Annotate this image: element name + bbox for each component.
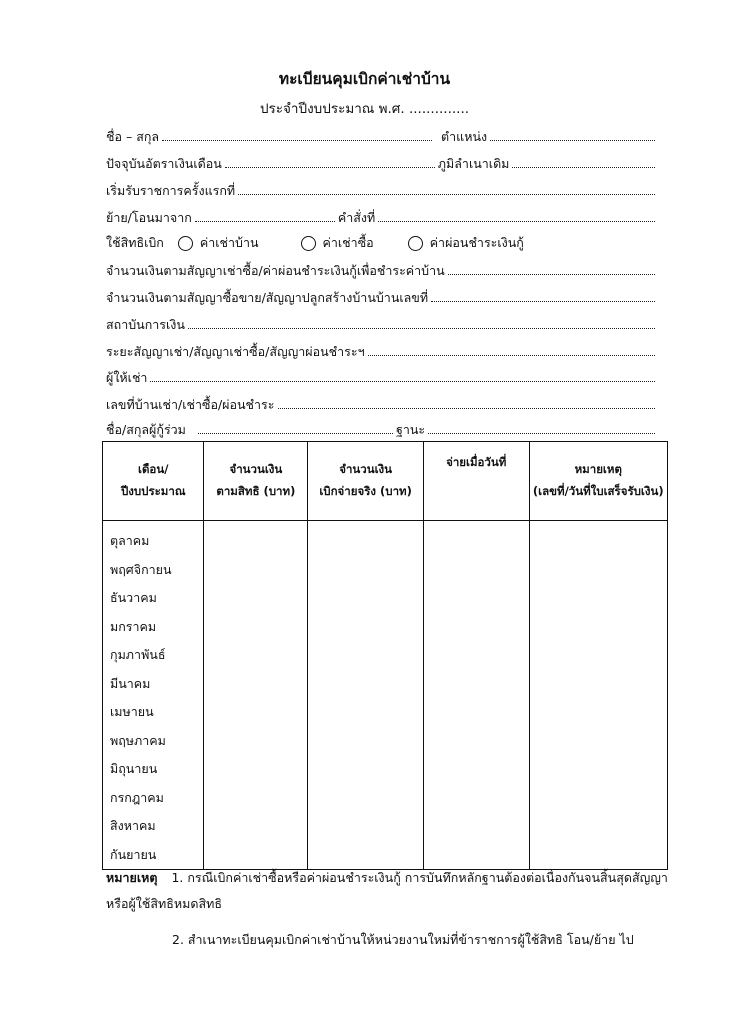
right-options-line <box>106 233 658 253</box>
start-service-label: เริ่มรับราชการครั้งแรกที่ <box>106 183 236 198</box>
table-body-row <box>103 521 668 870</box>
house-number-line <box>106 395 658 413</box>
sale-contract-label: จำนวนเงินตามสัญญาซื้อขาย/สัญญาปลูกสร้างบ้านบ้านเลขที่ <box>106 290 429 305</box>
month-cell: กุมภาพันธ์ <box>110 647 166 662</box>
month-cell: ธันวาคม <box>110 590 157 605</box>
loan-radio[interactable] <box>408 236 423 251</box>
hometown-label: ภูมิลำเนาเดิม <box>437 156 510 171</box>
transfer-label: ย้าย/โอนมาจาก <box>106 210 192 225</box>
note-line-1 <box>106 868 668 888</box>
coowner-field[interactable] <box>198 422 393 434</box>
header-month: เดือน/ ปีงบประมาณ <box>103 442 204 521</box>
month-cell: สิงหาคม <box>110 818 156 833</box>
name-label: ชื่อ – สกุล <box>106 129 160 144</box>
header-remarks: หมายเหตุ (เลขที่/วันที่ใบเสร็จรับเงิน) <box>529 442 668 521</box>
lessor-field[interactable] <box>150 370 655 382</box>
period-label: ระยะสัญญาเช่า/สัญญาเช่าซื้อ/สัญญาผ่อนชำระฯ <box>106 344 365 359</box>
fiscal-year-line: ประจำปีงบประมาณ พ.ศ. .............. <box>259 101 470 117</box>
house-number-field[interactable] <box>278 397 656 409</box>
header-actual-amount: จำนวนเงิน เบิกจ่ายจริง (บาท) <box>308 442 424 521</box>
period-line <box>106 342 658 360</box>
note-label: หมายเหตุ <box>106 870 158 885</box>
name-field[interactable] <box>162 129 432 141</box>
start-service-line <box>106 181 658 199</box>
period-field[interactable] <box>368 344 655 356</box>
form-title: ทะเบียนคุมเบิกค่าเช่าบ้าน <box>278 70 451 88</box>
lessor-line <box>106 368 658 386</box>
sale-contract-line <box>106 288 658 306</box>
rent-ledger-table <box>102 441 668 870</box>
coowner-label: ชื่อ/สกุลผู้กู้ร่วม <box>106 422 186 437</box>
position-field[interactable] <box>490 129 655 141</box>
hire-purchase-option-label: ค่าเช่าซื้อ <box>322 235 374 250</box>
entitled-amount-cell[interactable] <box>204 521 308 870</box>
salary-field[interactable] <box>225 156 435 168</box>
transfer-line <box>106 208 658 226</box>
right-label: ใช้สิทธิเบิก <box>106 235 164 250</box>
hire-purchase-radio[interactable] <box>301 236 316 251</box>
sale-contract-field[interactable] <box>431 290 655 302</box>
name-position-line <box>106 127 658 145</box>
actual-amount-cell[interactable] <box>308 521 424 870</box>
status-label: ฐานะ <box>395 422 426 437</box>
loan-option-label: ค่าผ่อนชำระเงินกู้ <box>429 235 524 250</box>
position-label: ตำแหน่ง <box>441 129 488 144</box>
order-field[interactable] <box>378 210 655 222</box>
month-cell: มิถุนายน <box>110 761 158 776</box>
month-cell: กรกฎาคม <box>110 789 164 805</box>
month-cell: ตุลาคม <box>110 533 150 548</box>
lessor-label: ผู้ให้เช่า <box>106 370 148 385</box>
bank-label: สถาบันการเงิน <box>106 317 185 332</box>
note-line-1-cont: หรือผู้ใช้สิทธิหมดสิทธิ <box>106 896 222 911</box>
coowner-line <box>106 420 658 438</box>
contract-amount-field[interactable] <box>448 263 655 275</box>
rent-radio[interactable] <box>178 236 193 251</box>
contract-amount-label: จำนวนเงินตามสัญญาเช่าซื้อ/ค่าผ่อนชำระเงินกู้เพื่อชำระค่าบ้าน <box>106 263 445 278</box>
table-header-row <box>103 442 668 521</box>
month-cell: พฤษภาคม <box>110 732 166 748</box>
start-service-field[interactable] <box>238 183 655 195</box>
salary-hometown-line <box>106 154 658 172</box>
note-1-text: 1. กรณีเบิกค่าเช่าซื้อหรือค่าผ่อนชำระเงินกู้ การบันทึกหลักฐานต้องต่อเนื่องกันจนสิ้นสุดสัญญา <box>171 870 668 885</box>
header-entitled-amount: จำนวนเงิน ตามสิทธิ (บาท) <box>204 442 308 521</box>
month-cell: เมษายน <box>110 704 154 719</box>
bank-line <box>106 315 658 333</box>
month-cell: มกราคม <box>110 618 157 634</box>
hometown-field[interactable] <box>512 156 655 168</box>
remarks-cell[interactable] <box>529 521 668 870</box>
note-line-2: 2. สำเนาทะเบียนคุมเบิกค่าเช่าบ้านให้หน่วยงานใหม่ที่ข้าราชการผู้ใช้สิทธิ โอน/ย้าย ไป <box>172 932 634 947</box>
status-field[interactable] <box>428 422 655 434</box>
salary-label: ปัจจุบันอัตราเงินเดือน <box>106 156 222 171</box>
month-cell: กันยายน <box>110 846 157 862</box>
month-cell: มีนาคม <box>110 675 151 691</box>
header-paid-date: จ่ายเมื่อวันที่ <box>423 442 529 521</box>
bank-field[interactable] <box>188 317 655 329</box>
paid-date-cell[interactable] <box>423 521 529 870</box>
month-cell: พฤศจิกายน <box>110 561 172 577</box>
order-label: คำสั่งที่ <box>337 210 376 225</box>
contract-amount-line <box>106 261 658 279</box>
month-column <box>103 521 204 870</box>
house-number-label: เลขที่บ้านเช่า/เช่าซื้อ/ผ่อนชำระ <box>106 397 275 412</box>
transfer-field[interactable] <box>195 210 335 222</box>
rent-option-label: ค่าเช่าบ้าน <box>199 235 259 250</box>
